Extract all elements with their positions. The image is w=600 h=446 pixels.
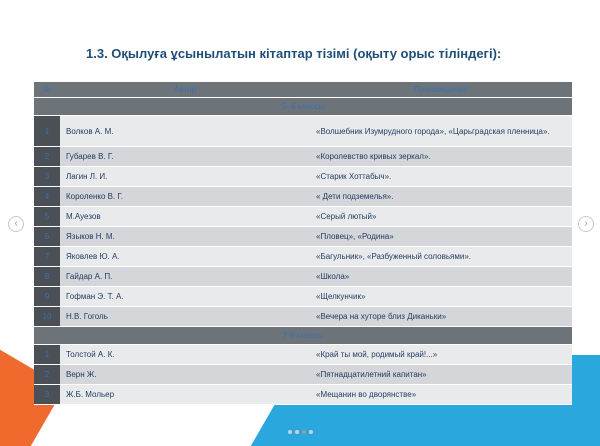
- cell-work: «Королевство кривых зеркал».: [310, 147, 572, 167]
- cell-num: 3: [34, 385, 60, 405]
- cell-work: «Школа»: [310, 267, 572, 287]
- cell-num: 10: [34, 307, 60, 327]
- table-row: [34, 167, 572, 187]
- page-dot[interactable]: [302, 430, 306, 434]
- cell-num: 3: [34, 167, 60, 187]
- cell-num: 6: [34, 227, 60, 247]
- table-row: [34, 147, 572, 167]
- cell-num: 1: [34, 345, 60, 365]
- cell-num: 4: [34, 187, 60, 207]
- cell-author: Гофман Э. Т. А.: [60, 287, 310, 307]
- cell-author: Верн Ж.: [60, 365, 310, 385]
- table-row: [34, 227, 572, 247]
- cell-author: Языков Н. М.: [60, 227, 310, 247]
- cell-author: Яковлев Ю. А.: [60, 247, 310, 267]
- decor-white-band: [23, 400, 278, 446]
- cell-work: «Вечера на хуторе близ Диканьки»: [310, 307, 572, 327]
- cell-author: Ж.Б. Мольер: [60, 385, 310, 405]
- table-row: [34, 365, 572, 385]
- cell-work: «Пятнадцатилетний капитан»: [310, 365, 572, 385]
- cell-author: Гайдар А. П.: [60, 267, 310, 287]
- page-dot[interactable]: [309, 430, 313, 434]
- table-row: [34, 287, 572, 307]
- cell-author: Толстой А. К.: [60, 345, 310, 365]
- cell-author: Губарев В. Г.: [60, 147, 310, 167]
- table-row: [34, 385, 572, 405]
- cell-num: 9: [34, 287, 60, 307]
- cell-work: «Мещанин во дворянстве»: [310, 385, 572, 405]
- cell-author: Волков А. М.: [60, 116, 310, 147]
- table-row: [34, 207, 572, 227]
- cell-author: Короленко В. Г.: [60, 187, 310, 207]
- cell-num: 2: [34, 365, 60, 385]
- cell-num: 8: [34, 267, 60, 287]
- section-header-row: [34, 327, 572, 345]
- cell-num: 1: [34, 116, 60, 147]
- slide-title: 1.3. Оқылуға ұсынылатын кітаптар тізімі (оқыту орыс тіліндегі):: [86, 46, 502, 61]
- cell-work: « Дети подземелья».: [310, 187, 572, 207]
- book-table: [34, 82, 572, 405]
- section-header-row: [34, 98, 572, 116]
- cell-num: 2: [34, 147, 60, 167]
- page-dot[interactable]: [295, 430, 299, 434]
- chevron-right-icon[interactable]: ›: [578, 216, 594, 232]
- table-row: [34, 345, 572, 365]
- cell-author: М.Ауезов: [60, 207, 310, 227]
- section-label: 5- 6 классы: [34, 98, 572, 116]
- cell-work: «Багульник», «Разбуженный соловьями».: [310, 247, 572, 267]
- cell-work: «Серый лютый»: [310, 207, 572, 227]
- header-number: №: [34, 82, 60, 98]
- page-dot[interactable]: [288, 430, 292, 434]
- table-row: [34, 267, 572, 287]
- table-row: [34, 116, 572, 147]
- cell-work: «Щелкунчик»: [310, 287, 572, 307]
- pagination-dots: [288, 430, 313, 438]
- section-label: 7-9 классы: [34, 327, 572, 345]
- cell-work: «Волшебник Изумрудного города», «Царьградская пленница».: [310, 116, 572, 147]
- chevron-left-icon[interactable]: ‹: [8, 216, 24, 232]
- table-row: [34, 307, 572, 327]
- cell-num: 7: [34, 247, 60, 267]
- cell-num: 5: [34, 207, 60, 227]
- cell-author: Н.В. Гоголь: [60, 307, 310, 327]
- cell-work: «Пловец», «Родина»: [310, 227, 572, 247]
- header-work: Произведение: [310, 82, 572, 98]
- table-row: [34, 187, 572, 207]
- cell-author: Лагин Л. И.: [60, 167, 310, 187]
- table-header-row: [34, 82, 572, 98]
- header-author: Автор: [60, 82, 310, 98]
- table-row: [34, 247, 572, 267]
- cell-work: «Край ты мой, родимый край!...»: [310, 345, 572, 365]
- cell-work: «Старик Хоттабыч».: [310, 167, 572, 187]
